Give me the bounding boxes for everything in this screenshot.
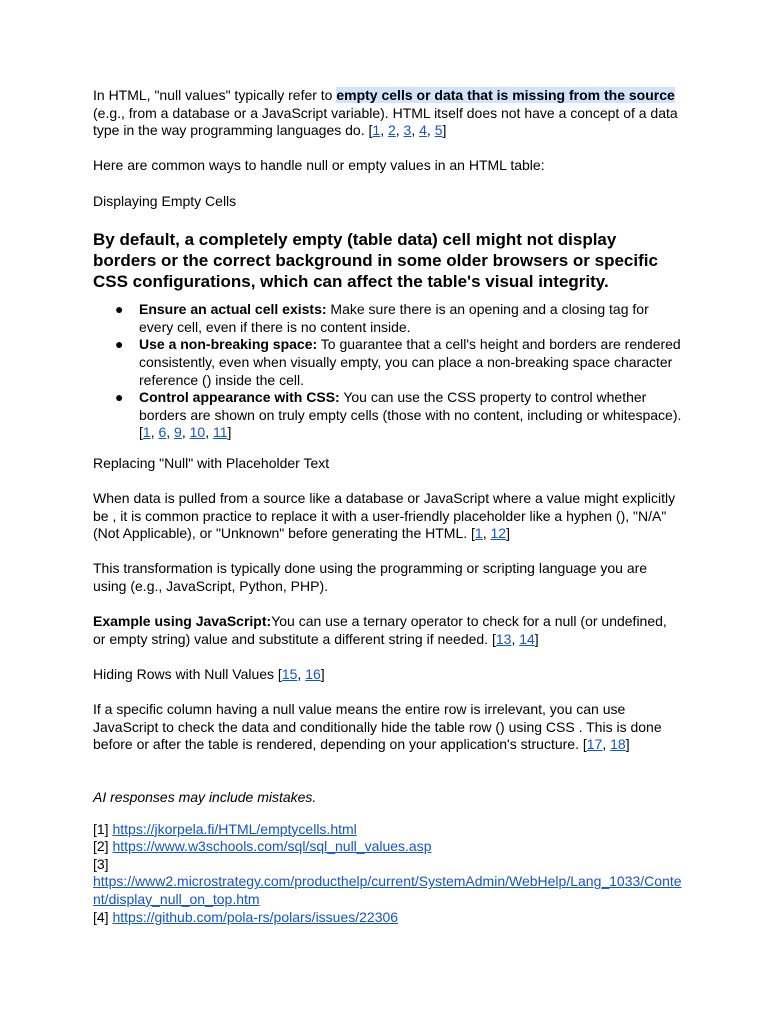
source-link[interactable]: https://www.w3schools.com/sql/sql_null_values.asp	[112, 838, 432, 855]
source-link[interactable]: https://www2.microstrategy.com/producthelp/current/SystemAdmin/WebHelp/Lang_1033/Content/display_null_on_top.htm	[93, 873, 682, 907]
citation-link[interactable]: 16	[305, 666, 321, 683]
citation-link[interactable]: 12	[490, 525, 507, 542]
bullet-icon: ●	[115, 389, 124, 406]
citation-link[interactable]: 5	[434, 122, 443, 139]
lead-paragraph: Here are common ways to handle null or empty values in an HTML table:	[93, 157, 545, 174]
bullet-icon: ●	[115, 336, 124, 353]
transformation-paragraph: This transformation is typically done using the programming or scripting language you are using (e.g., JavaScript, Python, PHP).	[93, 560, 648, 595]
placeholder-paragraph: When data is pulled from a source like a database or JavaScript where a value might explicitly be , it is common practice to replace it with a user-friendly placeholder like a hyphen (), "N/A" (Not Applicable), or "Unknown" before generating the HTML. [1, 12]	[93, 490, 676, 542]
citation-link[interactable]: 15	[281, 666, 298, 683]
source-item: [4] https://github.com/pola-rs/polars/issues/22306	[93, 908, 399, 925]
citation-link[interactable]: 1	[372, 122, 381, 139]
list-item: ● Control appearance with CSS: You can use the CSS property to control whether borders are shown on truly empty cells (those with no content, including or whitespace). [1, 6, 9, 10, 11]	[115, 389, 682, 441]
hiding-rows-paragraph: If a specific column having a null value means the entire row is irrelevant, you can use JavaScript to check the data and conditionally hide the table row () using CSS . This is done before or after the table is rendered, depending on your application's structure. [17, 18]	[93, 701, 662, 753]
bullet-list	[93, 301, 683, 442]
sources-list	[93, 821, 683, 927]
source-item: [2] https://www.w3schools.com/sql/sql_null_values.asp	[93, 838, 432, 855]
citation-link[interactable]: 4	[419, 122, 427, 139]
list-item: ● Use a non-breaking space: To guarantee that a cell's height and borders are rendered consistently, even when visually empty, you can place a non-breaking space character reference () inside the cell.	[115, 336, 681, 388]
section-title-empty-cells: Displaying Empty Cells	[93, 192, 237, 209]
section-title-hiding-rows: Hiding Rows with Null Values [15, 16]	[93, 666, 325, 683]
section-title-placeholder: Replacing "Null" with Placeholder Text	[93, 454, 330, 471]
citation-link[interactable]: 9	[174, 424, 182, 441]
source-item-url	[93, 873, 683, 908]
highlighted-phrase: empty cells or data that is missing from the source	[336, 87, 675, 103]
citation-link[interactable]: 18	[610, 736, 626, 753]
list-item: ● Ensure an actual cell exists: Make sure there is an opening and a closing tag for every cell, even if there is no content inside.	[115, 301, 649, 335]
source-item: [3]	[93, 855, 109, 872]
bullet-icon: ●	[115, 301, 124, 318]
citation-link[interactable]: 1	[142, 424, 151, 441]
citation-link[interactable]: 3	[403, 122, 412, 139]
section-heading-empty-cells: By default, a completely empty (table data) cell might not display borders or the correct background in some older browsers or specific CSS configurations, which can affect the table's visual integrity.	[93, 230, 658, 292]
citation-link[interactable]: 1	[474, 525, 483, 542]
citation-link[interactable]: 10	[189, 424, 206, 441]
citation-link[interactable]: 17	[586, 736, 603, 753]
citation-link[interactable]: 6	[158, 424, 167, 441]
citation-link[interactable]: 11	[212, 424, 228, 441]
source-link[interactable]: https://jkorpela.fi/HTML/emptycells.html	[112, 820, 357, 837]
citation-link[interactable]: 13	[495, 630, 512, 647]
javascript-example-paragraph: Example using JavaScript:You can use a ternary operator to check for a null (or undefined, or empty string) value and substitute a different string if needed. [13, 14]	[93, 613, 667, 647]
ai-disclaimer: AI responses may include mistakes.	[93, 789, 317, 805]
source-item: [1] https://jkorpela.fi/HTML/emptycells.html	[93, 820, 357, 837]
document-body	[93, 87, 683, 926]
citation-link[interactable]: 2	[387, 122, 396, 139]
source-link[interactable]: https://github.com/pola-rs/polars/issues/22306	[112, 908, 399, 925]
intro-paragraph: In HTML, "null values" typically refer to empty cells or data that is missing from the source (e.g., from a database or a JavaScript variable). HTML itself does not have a concept of a data type in the way programming languages do. [1, 2, 3, 4, 5]	[93, 87, 678, 139]
citation-link[interactable]: 14	[519, 630, 535, 647]
